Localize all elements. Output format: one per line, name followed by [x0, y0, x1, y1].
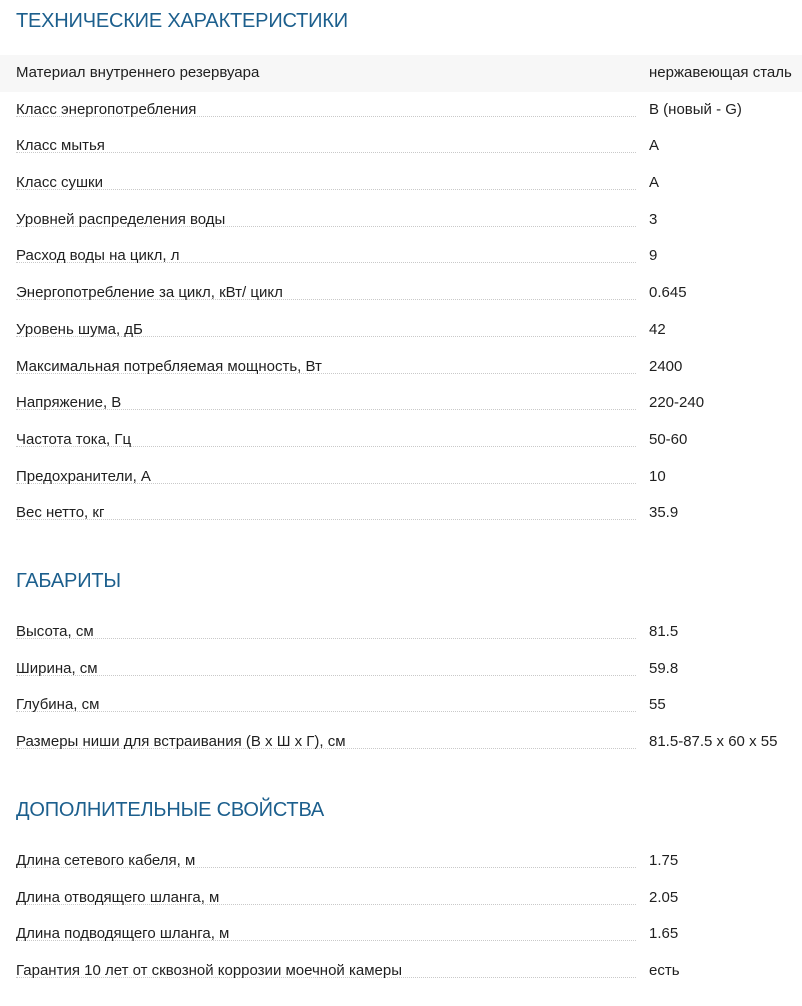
spec-value: 2.05	[649, 888, 679, 906]
spec-name	[16, 459, 636, 496]
spec-name	[16, 349, 636, 386]
spec-name-label: Материал внутреннего резервуара	[16, 64, 260, 81]
spec-name	[16, 687, 636, 724]
spec-name	[16, 238, 636, 275]
spec-value: 81.5	[649, 623, 679, 640]
spec-name-label: Класс мытья	[16, 137, 105, 155]
spec-row	[0, 614, 802, 651]
spec-row	[0, 651, 802, 688]
spec-row	[0, 422, 802, 459]
spec-value: есть	[649, 962, 680, 980]
spec-name-label: Напряжение, В	[16, 394, 122, 412]
spec-value: A	[649, 137, 660, 155]
spec-name	[16, 275, 636, 312]
spec-name	[16, 953, 636, 990]
section-title-dimensions: ГАБАРИТЫ	[16, 570, 121, 592]
spec-value: 81.5-87.5 x 60 x 55	[649, 733, 778, 751]
spec-value: 9	[649, 247, 658, 265]
dotted-leader	[16, 711, 636, 712]
spec-row	[0, 459, 802, 496]
spec-name-label: Уровней распределения воды	[16, 210, 226, 228]
spec-name	[16, 843, 636, 880]
spec-row	[0, 953, 802, 990]
spec-name	[16, 495, 636, 532]
section-title-technical: ТЕХНИЧЕСКИЕ ХАРАКТЕРИСТИКИ	[16, 10, 348, 32]
spec-name-label: Гарантия 10 лет от сквозной коррозии моечной камеры	[16, 962, 402, 980]
spec-value: 1.75	[649, 852, 679, 869]
spec-row	[0, 880, 802, 917]
spec-name-label: Высота, см	[16, 623, 94, 640]
spec-value: B (новый - G)	[649, 100, 742, 118]
spec-name	[16, 385, 636, 422]
spec-row	[0, 128, 802, 165]
spec-row	[0, 495, 802, 532]
spec-name-label: Класс сушки	[16, 174, 103, 192]
spec-row	[0, 202, 802, 239]
spec-name-label: Ширина, см	[16, 659, 98, 677]
spec-row	[0, 238, 802, 275]
spec-name-label: Глубина, см	[16, 696, 100, 714]
dotted-leader	[16, 152, 636, 153]
spec-name-label: Предохранители, А	[16, 467, 151, 485]
spec-row	[0, 275, 802, 312]
dotted-leader	[16, 519, 636, 520]
spec-name	[16, 128, 636, 165]
spec-value: 42	[649, 320, 666, 338]
spec-row	[0, 724, 802, 761]
spec-name-label: Уровень шума, дБ	[16, 320, 143, 338]
spec-row	[0, 55, 802, 92]
spec-name-label: Длина сетевого кабеля, м	[16, 852, 196, 869]
spec-row	[0, 385, 802, 422]
spec-row	[0, 916, 802, 953]
spec-row	[0, 92, 802, 129]
spec-value: 55	[649, 696, 666, 714]
spec-list-dimensions	[0, 614, 802, 761]
spec-value: 2400	[649, 357, 683, 375]
spec-name-label: Максимальная потребляемая мощность, Вт	[16, 357, 322, 375]
spec-row	[0, 687, 802, 724]
spec-name	[16, 92, 636, 129]
spec-row	[0, 349, 802, 386]
spec-name-label: Длина отводящего шланга, м	[16, 888, 220, 906]
spec-value: 3	[649, 210, 658, 228]
dotted-leader	[16, 189, 636, 190]
spec-name-label: Класс энергопотребления	[16, 100, 197, 118]
spec-name	[16, 55, 636, 92]
spec-value: 1.65	[649, 925, 679, 943]
spec-name-label: Расход воды на цикл, л	[16, 247, 180, 265]
spec-name-label: Энергопотребление за цикл, кВт/ цикл	[16, 284, 283, 302]
spec-list-technical	[0, 55, 802, 532]
spec-name	[16, 312, 636, 349]
spec-name-label: Частота тока, Гц	[16, 430, 132, 448]
spec-row	[0, 312, 802, 349]
spec-name	[16, 651, 636, 688]
spec-name	[16, 202, 636, 239]
spec-value: 220-240	[649, 394, 705, 412]
section-title-additional: ДОПОЛНИТЕЛЬНЫЕ СВОЙСТВА	[16, 799, 325, 821]
spec-name	[16, 165, 636, 202]
spec-name	[16, 724, 636, 761]
spec-name	[16, 880, 636, 917]
spec-name	[16, 614, 636, 651]
spec-value: 35.9	[649, 504, 679, 522]
spec-name-label: Длина подводящего шланга, м	[16, 925, 230, 943]
spec-value: 0.645	[649, 284, 687, 302]
spec-row	[0, 165, 802, 202]
spec-value: нержавеющая сталь	[649, 64, 792, 81]
spec-value: 50-60	[649, 430, 688, 448]
spec-name-label: Размеры ниши для встраивания (В x Ш x Г), см	[16, 733, 346, 751]
dotted-leader	[16, 675, 636, 676]
spec-value: 59.8	[649, 659, 679, 677]
spec-list-additional	[0, 843, 802, 990]
spec-name	[16, 916, 636, 953]
spec-name	[16, 422, 636, 459]
dotted-leader	[16, 638, 636, 639]
spec-value: A	[649, 174, 660, 192]
spec-name-label: Вес нетто, кг	[16, 504, 105, 522]
spec-row	[0, 843, 802, 880]
spec-value: 10	[649, 467, 666, 485]
